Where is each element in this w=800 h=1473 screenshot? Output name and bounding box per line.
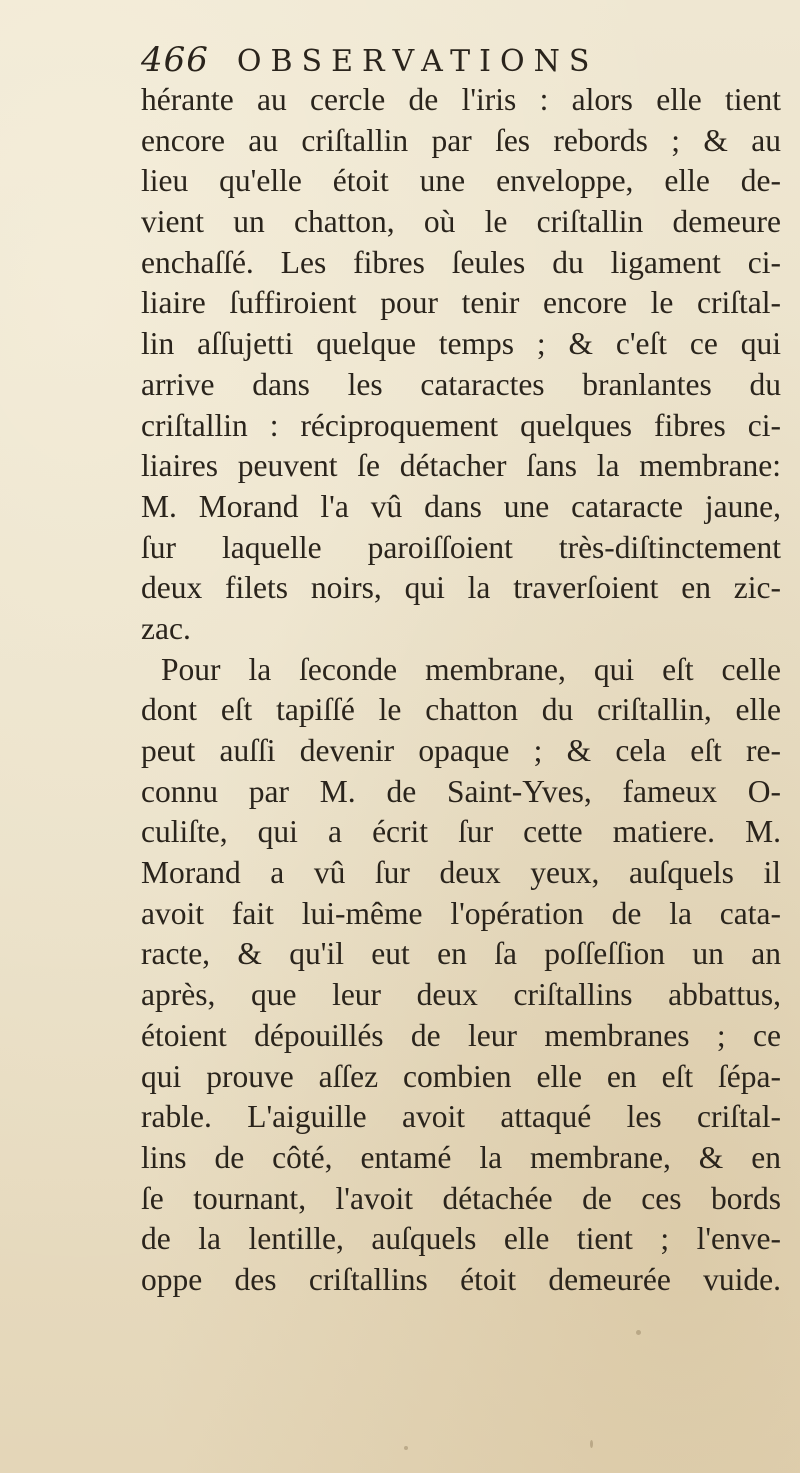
paper-speck (404, 1446, 408, 1450)
text-line-30: oppe des criſtallins étoit demeurée vuide. (141, 1261, 781, 1297)
text-line-29: de la lentille, auſquels elle tient ; l'enve- (141, 1221, 781, 1257)
text-line-23: après, que leur deux criſtallins abbattus, (141, 977, 781, 1013)
text-line-19: culiſte, qui a écrit ſur cette matiere. M. (141, 814, 781, 850)
text-line-17: peut auſſi devenir opaque ; & cela eſt re- (141, 733, 781, 768)
text-line-20: Morand a vû ſur deux yeux, auſquels il (141, 855, 781, 891)
text-line-22: racte, & qu'il eut en ſa poſſeſſion un an (141, 936, 781, 972)
section-title: OBSERVATIONS (236, 44, 599, 79)
text-line-6: liaire ſuffiroient pour tenir encore le criſtal- (141, 285, 781, 321)
paper-speck (590, 1440, 593, 1448)
text-line-12: ſur laquelle paroiſſoient très-diſtinctement (141, 529, 781, 565)
paper-speck (636, 1330, 641, 1335)
text-line-7: lin aſſujetti quelque temps ; & c'eſt ce qui (141, 326, 781, 362)
page-number: 466 (141, 40, 209, 80)
text-line-2: encore au criſtallin par ſes rebords ; & au (141, 122, 781, 158)
text-line-25: qui prouve aſſez combien elle en eſt ſépa- (141, 1058, 781, 1094)
text-line-5: enchaſſé. Les fibres ſeules du ligament ci- (141, 244, 781, 280)
text-line-9: criſtallin : réciproquement quelques fibres ci- (141, 407, 781, 443)
text-line-16: dont eſt tapiſſé le chatton du criſtallin, elle (141, 692, 781, 728)
text-line-1: hérante au cercle de l'iris : alors elle tient (141, 82, 781, 117)
text-line-3: lieu qu'elle étoit une enveloppe, elle de- (141, 163, 781, 199)
body-text (141, 80, 781, 1301)
text-line-4: vient un chatton, où le criſtallin demeure (141, 204, 781, 240)
text-line-14: zac. (141, 610, 191, 646)
text-line-28: ſe tournant, l'avoit détachée de ces bords (141, 1180, 781, 1216)
text-line-8: arrive dans les cataractes branlantes du (141, 366, 781, 402)
text-line-26: rable. L'aiguille avoit attaqué les criſtal- (141, 1099, 781, 1135)
text-line-24: étoient dépouillés de leur membranes ; ce (141, 1017, 781, 1053)
text-line-21: avoit fait lui-même l'opération de la cata- (141, 895, 781, 931)
text-line-10: liaires peuvent ſe détacher ſans la membrane: (141, 448, 781, 484)
text-line-18: connu par M. de Saint-Yves, fameux O- (141, 773, 781, 809)
text-line-13: deux filets noirs, qui la traverſoient en zic- (141, 570, 781, 606)
text-line-15: Pour la ſeconde membrane, qui eſt celle (161, 651, 781, 687)
text-line-27: lins de côté, entamé la membrane, & en (141, 1139, 781, 1175)
text-line-11: M. Morand l'a vû dans une cataracte jaune, (141, 488, 781, 524)
